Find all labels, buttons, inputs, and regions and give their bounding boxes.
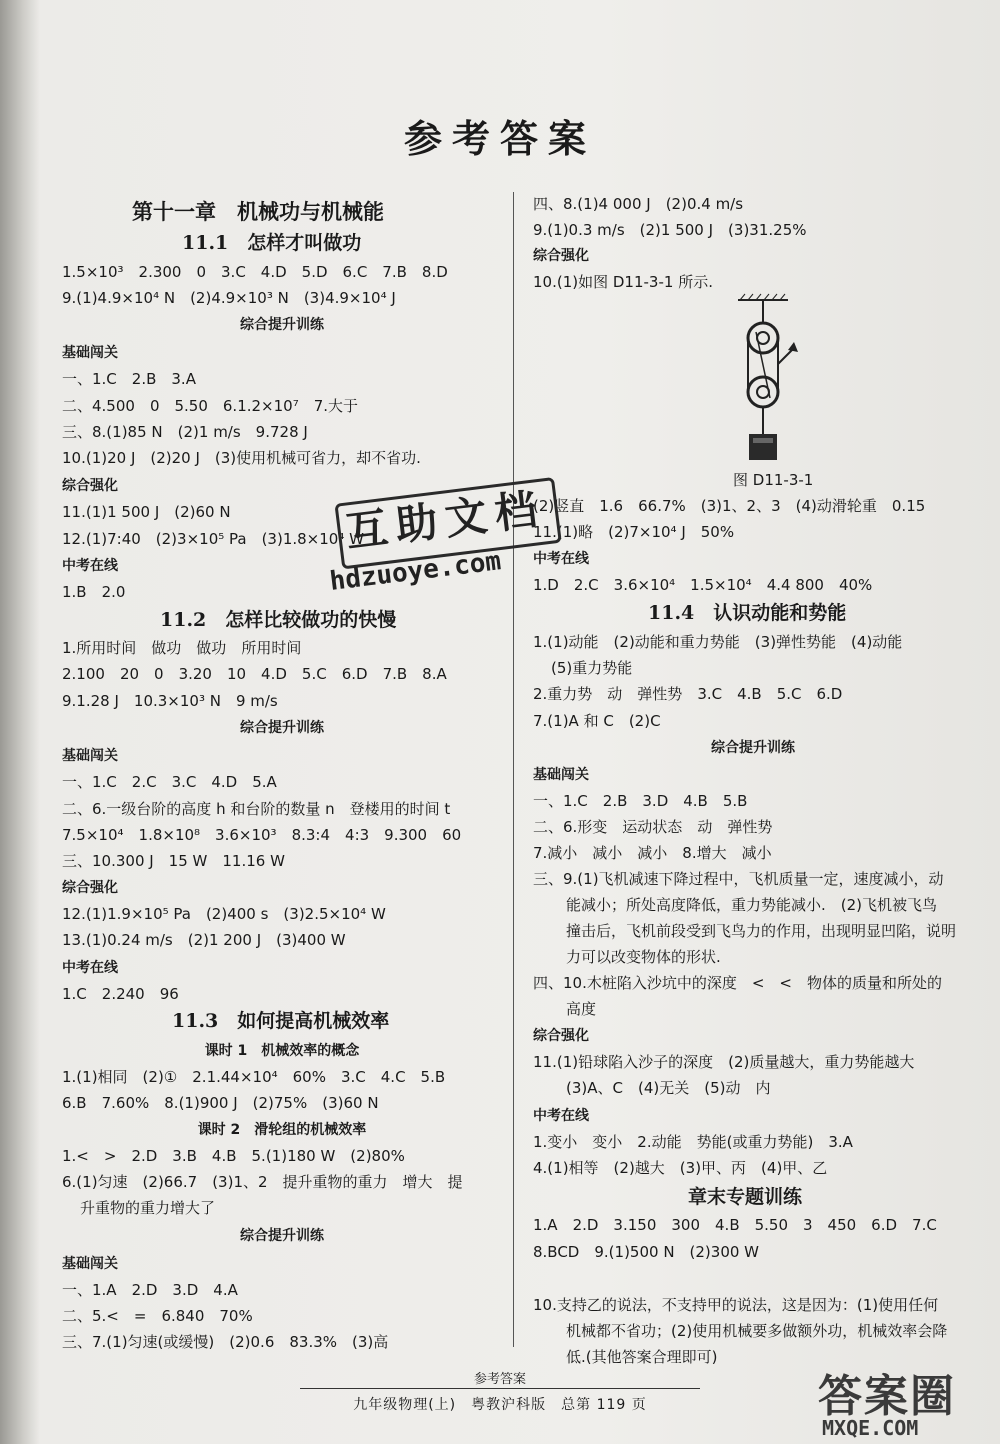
answer-line: 11.(1)略 (2)7×10⁴ J 50% xyxy=(533,523,735,541)
answer-line: 9.(1)4.9×10⁴ N (2)4.9×10³ N (3)4.9×10⁴ J xyxy=(62,289,396,307)
answer-line: 1.所用时间 做功 做功 所用时间 xyxy=(62,639,302,657)
footer-rule xyxy=(300,1388,700,1389)
subsection-heading: 中考在线 xyxy=(62,558,118,574)
subsection-heading: 课时 2 滑轮组的机械效率 xyxy=(197,1122,367,1138)
answer-line: 四、8.(1)4 000 J (2)0.4 m/s xyxy=(533,195,744,213)
subsection-heading: 综合提升训练 xyxy=(711,740,795,756)
answer-line: 力可以改变物体的形状. xyxy=(566,948,721,966)
answer-line: 二、4.500 0 5.50 6.1.2×10⁷ 7.大于 xyxy=(62,397,359,415)
subsection-heading: 基础闯关 xyxy=(62,1256,118,1272)
subsection-heading: 综合强化 xyxy=(62,478,118,494)
subsection-heading: 课时 1 机械效率的概念 xyxy=(204,1043,360,1059)
subsection-heading: 综合强化 xyxy=(533,1028,589,1044)
logo-url: MXQE.COM xyxy=(822,1416,919,1440)
answer-line: 12.(1)7:40 (2)3×10⁵ Pa (3)1.8×10⁴ W xyxy=(62,530,364,548)
answer-line: 图 D11-3-1 xyxy=(733,471,814,489)
subsection-heading: 综合提升训练 xyxy=(240,1228,324,1244)
stamp-text: 互助文档 xyxy=(342,483,548,557)
answer-line: 机械都不省功；(2)使用机械要多做额外功，机械效率会降 xyxy=(566,1322,948,1340)
site-logo xyxy=(800,1360,990,1440)
movable-pulley xyxy=(748,377,778,407)
answer-line: 三、9.(1)飞机减速下降过程中，飞机质量一定，速度减小，动 xyxy=(533,870,944,888)
subsection-heading: 中考在线 xyxy=(533,1108,589,1124)
answer-line: 6.B 7.60% 8.(1)900 J (2)75% (3)60 N xyxy=(62,1094,379,1112)
answer-line: 9.1.28 J 10.3×10³ N 9 m/s xyxy=(62,692,278,710)
answer-line: 1.< > 2.D 3.B 4.B 5.(1)180 W (2)80% xyxy=(62,1147,405,1165)
book-spine-shadow xyxy=(0,0,40,1444)
section-heading: 11.3 如何提高机械效率 xyxy=(172,1010,390,1032)
answer-line: 13.(1)0.24 m/s (2)1 200 J (3)400 W xyxy=(62,931,346,949)
answer-line: 1.(1)相同 (2)① 2.1.44×10⁴ 60% 3.C 4.C 5.B xyxy=(62,1068,446,1086)
answer-line: 10.(1)如图 D11-3-1 所示. xyxy=(533,273,713,291)
answer-line: 10.(1)20 J (2)20 J (3)使用机械可省力，却不省功. xyxy=(62,449,421,467)
answer-line: 一、1.C 2.B 3.A xyxy=(62,370,196,388)
answer-line: 升重物的重力增大了 xyxy=(80,1199,216,1217)
fixed-pulley xyxy=(748,323,778,353)
pulley-diagram xyxy=(732,292,802,468)
subsection-heading: 综合强化 xyxy=(62,880,118,896)
answer-line: 1.5×10³ 2.300 0 3.C 4.D 5.D 6.C 7.B 8.D xyxy=(62,263,448,281)
answer-line: 撞击后，飞机前段受到飞鸟力的作用，出现明显凹陷，说明 xyxy=(566,922,957,940)
section-heading: 11.4 认识动能和势能 xyxy=(648,602,847,624)
footer-page-info: 九年级物理(上) 粤教沪科版 总第 119 页 xyxy=(353,1397,647,1413)
answer-line: 11.(1)1 500 J (2)60 N xyxy=(62,503,231,521)
answer-line: 6.(1)匀速 (2)66.7 (3)1、2 提升重物的重力 增大 提 xyxy=(62,1173,463,1191)
answer-line: (5)重力势能 xyxy=(551,659,633,677)
logo-text: 答案圈 xyxy=(818,1371,956,1422)
answer-line: 三、10.300 J 15 W 11.16 W xyxy=(62,852,285,870)
answer-line: 一、1.C 2.B 3.D 4.B 5.B xyxy=(533,792,748,810)
answer-line: 二、6.一级台阶的高度 h 和台阶的数量 n 登楼用的时间 t xyxy=(62,800,451,818)
answer-line: 一、1.A 2.D 3.D 4.A xyxy=(62,1281,238,1299)
answer-line: 4.(1)相等 (2)越大 (3)甲、丙 (4)甲、乙 xyxy=(533,1159,828,1177)
subsection-heading: 综合强化 xyxy=(533,248,589,264)
answer-line: 高度 xyxy=(566,1000,597,1018)
answer-line: (3)A、C (4)无关 (5)动 内 xyxy=(566,1079,771,1097)
answer-line: 7.(1)A 和 C (2)C xyxy=(533,712,661,730)
answer-line: 1.A 2.D 3.150 300 4.B 5.50 3 450 6.D 7.C xyxy=(533,1216,937,1234)
pull-arrow xyxy=(788,342,798,352)
answer-line: 1.C 2.240 96 xyxy=(62,985,179,1003)
column-divider xyxy=(513,192,514,1347)
answer-line: 三、8.(1)85 N (2)1 m/s 9.728 J xyxy=(62,423,308,441)
subsection-heading: 基础闯关 xyxy=(533,767,589,783)
section-heading: 章末专题训练 xyxy=(688,1186,803,1208)
subsection-heading: 中考在线 xyxy=(533,551,589,567)
section-heading: 11.1 怎样才叫做功 xyxy=(182,232,362,254)
answer-line: 三、7.(1)匀速(或缓慢) (2)0.6 83.3% (3)高 xyxy=(62,1333,389,1351)
page-title: 参考答案 xyxy=(403,116,596,161)
page-footer xyxy=(290,1368,710,1428)
answer-line: 2.重力势 动 弹性势 3.C 4.B 5.C 6.D xyxy=(533,685,843,703)
subsection-heading: 中考在线 xyxy=(62,960,118,976)
answer-line: 1.D 2.C 3.6×10⁴ 1.5×10⁴ 4.4 800 40% xyxy=(533,576,873,594)
answer-line: 能减小；所处高度降低，重力势能减小. (2)飞机被飞鸟 xyxy=(566,896,938,914)
subsection-heading: 基础闯关 xyxy=(62,345,118,361)
subsection-heading: 综合提升训练 xyxy=(240,317,324,333)
answer-line: 9.(1)0.3 m/s (2)1 500 J (3)31.25% xyxy=(533,221,807,239)
answer-line: 7.减小 减小 减小 8.增大 减小 xyxy=(533,844,772,862)
answer-line: 1.(1)动能 (2)动能和重力势能 (3)弹性势能 (4)动能 xyxy=(533,633,903,651)
answer-line: 2.100 20 0 3.20 10 4.D 5.C 6.D 7.B 8.A xyxy=(62,665,447,683)
answer-line: 二、6.形变 运动状态 动 弹性势 xyxy=(533,818,773,836)
answer-line: 12.(1)1.9×10⁵ Pa (2)400 s (3)2.5×10⁴ W xyxy=(62,905,386,923)
weight-block xyxy=(749,434,777,460)
answer-line: 8.BCD 9.(1)500 N (2)300 W xyxy=(533,1243,760,1261)
subsection-heading: 综合提升训练 xyxy=(240,720,324,736)
answer-line: 二、5.< = 6.840 70% xyxy=(62,1307,253,1325)
answer-line: 10.支持乙的说法，不支持甲的说法，这是因为：(1)使用任何 xyxy=(533,1296,939,1314)
stamp-url: hdzuoye.com xyxy=(328,546,503,597)
answer-line: (2)竖直 1.6 66.7% (3)1、2、3 (4)动滑轮重 0.15 xyxy=(533,497,926,515)
answer-line: 四、10.木桩陷入沙坑中的深度 < < 物体的质量和所处的 xyxy=(533,974,942,992)
answer-line: 1.B 2.0 xyxy=(62,583,126,601)
chapter-heading: 第十一章 机械功与机械能 xyxy=(132,199,384,224)
answer-line: 低.(其他答案合理即可) xyxy=(566,1348,718,1366)
section-heading: 11.2 怎样比较做功的快慢 xyxy=(160,609,397,631)
footer-title: 参考答案 xyxy=(473,1372,526,1387)
answer-line: 7.5×10⁴ 1.8×10⁸ 3.6×10³ 8.3:4 4:3 9.300 60 xyxy=(62,826,462,844)
answer-line: 一、1.C 2.C 3.C 4.D 5.A xyxy=(62,773,277,791)
answer-line: 1.变小 变小 2.动能 势能(或重力势能) 3.A xyxy=(533,1133,853,1151)
subsection-heading: 基础闯关 xyxy=(62,748,118,764)
answer-line: 11.(1)铅球陷入沙子的深度 (2)质量越大，重力势能越大 xyxy=(533,1053,915,1071)
